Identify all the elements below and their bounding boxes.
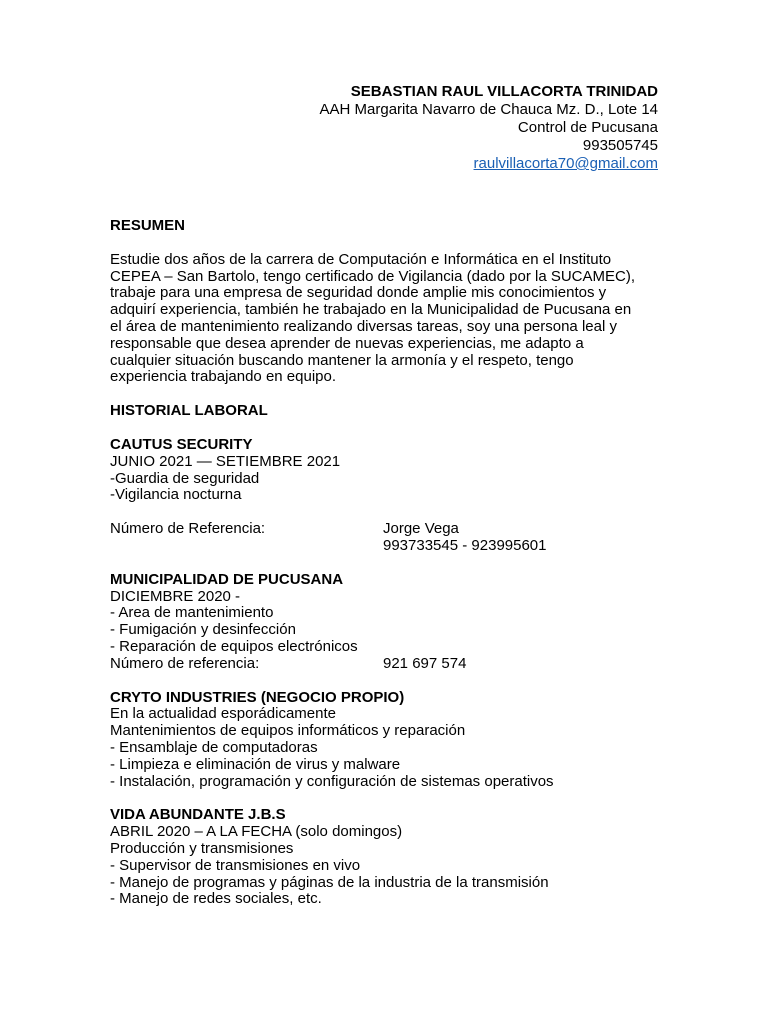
- phone-line: 993505745: [582, 137, 658, 154]
- job-line: - Supervisor de transmisiones en vivo: [110, 856, 361, 874]
- job-line: JUNIO 2021 — SETIEMBRE 2021: [110, 452, 341, 470]
- resume-body: [110, 218, 658, 908]
- company-name: MUNICIPALIDAD DE PUCUSANA: [110, 570, 344, 588]
- company-name: CRYTO INDUSTRIES (NEGOCIO PROPIO): [110, 688, 405, 706]
- job-line: - Manejo de redes sociales, etc.: [110, 890, 322, 908]
- company-name: VIDA ABUNDANTE J.B.S: [110, 806, 286, 824]
- reference-label: Número de referencia:: [110, 654, 260, 672]
- job-line: DICIEMBRE 2020 -: [110, 587, 241, 605]
- reference-label: Número de Referencia:: [110, 520, 266, 538]
- section-title-historial: HISTORIAL LABORAL: [110, 402, 268, 420]
- candidate-name: SEBASTIAN RAUL VILLACORTA TRINIDAD: [350, 83, 658, 100]
- job-line: En la actualidad esporádicamente: [110, 705, 336, 723]
- summary-line: responsable que desea aprender de nuevas experiencias, me adapto a: [110, 334, 584, 352]
- job-entry-municipalidad: [110, 572, 658, 673]
- summary-line: experiencia trabajando en equipo.: [110, 368, 337, 386]
- summary-line: Estudie dos años de la carrera de Computación e Informática en el Instituto: [110, 250, 612, 268]
- summary-line: cualquier situación buscando mantener la armonía y el respeto, tengo: [110, 351, 574, 369]
- reference-phone: 921 697 574: [383, 654, 467, 672]
- summary-line: CEPEA – San Bartolo, tengo certificado de Vigilancia (dado por la SUCAMEC),: [110, 267, 635, 285]
- job-entry-cryto: [110, 690, 658, 791]
- address-line: AAH Margarita Navarro de Chauca Mz. D., Lote 14: [319, 101, 658, 118]
- job-line: -Guardia de seguridad: [110, 469, 260, 487]
- section-title-resumen: RESUMEN: [110, 217, 186, 234]
- reference-row: [110, 656, 658, 673]
- job-line: - Area de mantenimiento: [110, 604, 274, 622]
- district-line: Control de Pucusana: [517, 119, 658, 136]
- email-link[interactable]: raulvillacorta70@gmail.com: [473, 155, 658, 172]
- summary-paragraph: [110, 252, 658, 386]
- job-line: -Vigilancia nocturna: [110, 486, 242, 504]
- job-line: ABRIL 2020 – A LA FECHA (solo domingos): [110, 823, 403, 841]
- reference-name: Jorge Vega: [383, 520, 459, 538]
- job-line: Producción y transmisiones: [110, 839, 294, 857]
- summary-line: adquirí experiencia, también he trabajado en la Municipalidad de Pucusana en: [110, 301, 632, 319]
- job-entry-vida-abundante: [110, 807, 658, 908]
- job-line: - Instalación, programación y configuración de sistemas operativos: [110, 772, 554, 790]
- reference-row: [110, 538, 658, 555]
- job-line: - Ensamblaje de computadoras: [110, 738, 318, 756]
- reference-phones: 993733545 - 923995601: [383, 536, 547, 554]
- contact-header: [320, 83, 658, 173]
- summary-line: el área de mantenimiento realizando diversas tareas, soy una persona leal y: [110, 317, 617, 335]
- job-line: - Manejo de programas y páginas de la industria de la transmisión: [110, 873, 549, 891]
- job-line: - Reparación de equipos electrónicos: [110, 637, 358, 655]
- job-line: Mantenimientos de equipos informáticos y reparación: [110, 722, 466, 740]
- job-entry-cautus: [110, 437, 658, 555]
- job-line: - Fumigación y desinfección: [110, 621, 296, 639]
- reference-row: [110, 521, 658, 538]
- company-name: CAUTUS SECURITY: [110, 435, 253, 453]
- summary-line: trabaje para una empresa de seguridad donde amplie mis conocimientos y: [110, 284, 607, 302]
- job-line: - Limpieza e eliminación de virus y malware: [110, 755, 401, 773]
